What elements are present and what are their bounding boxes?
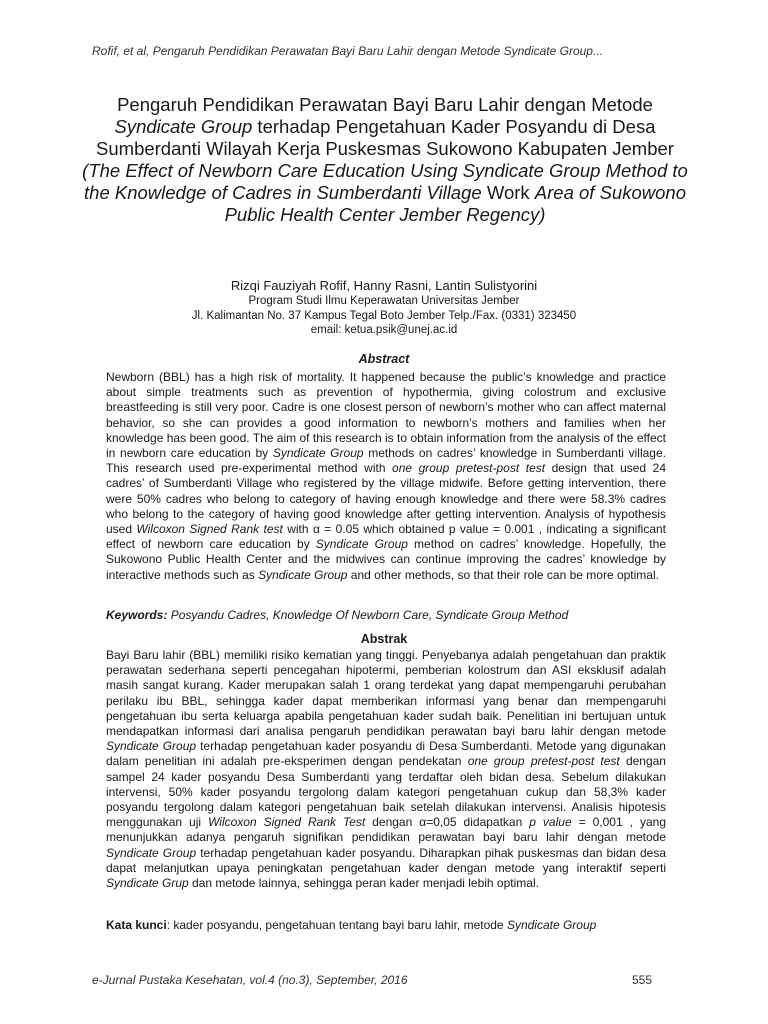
abstrak-text-3: dengan sampel 24 kader posyandu Desa Sumberdanti yang terdaftar oleh bidan desa. Sebelum dilakukan intervensi, 50% kader posyandu tergolong dalam kategori pengetahuan cukup dan 58,3% kader posyandu tergolong dalam kategori pengetahuan baik setelah dilakukan intervensi. Analisis hipotesis menggunakan uji [106,754,666,830]
article-title [80,94,690,226]
title-id-post: terhadap Pengetahuan Kader Posyandu di Desa Sumberdanti Wilayah Kerja Puskesmas Sukowono Kabupaten Jember [96,116,674,159]
abstrak-em-1: Syndicate Group [106,739,197,754]
abstract-text-5: method on cadres’ knowledge. Hopefully, the Sukowono Public Health Center and the midwives can continue improving the cadres’ knowledge by interactive methods such as [106,537,666,582]
abstrak-em-4: p value [529,815,572,830]
abstract-em-1: Syndicate Group [272,446,364,461]
abstrak-em-2: one group pretest-post test [467,754,620,769]
abstrak-text-7: dan metode lainnya, sehingga peran kader menjadi lebih optimal. [188,876,539,891]
abstract-em-4: Syndicate Group [315,537,408,552]
authors: Rizqi Fauziyah Rofif, Hanny Rasni, Lantin Sulistyorini [230,278,538,293]
abstrak-body [106,648,666,891]
abstract-em-3: Wilcoxon Signed Rank test [136,522,283,537]
kata-kunci-em: Syndicate Group [506,918,597,932]
abstract-text-6: and other methods, so that their role can be more optimal. [347,567,659,582]
affiliation-email: email: ketua.psik@unej.ac.id [310,324,458,336]
abstract-heading: Abstract [358,352,410,366]
title-id-em: Syndicate Group [114,116,253,137]
abstract-em-2: one group pretest-post test [392,461,546,476]
title-indonesian [80,94,690,160]
title-en-em1: (The Effect of Newborn Care Education Using Syndicate Group Method to the Knowledge of Cadres in Sumberdanti Village [82,160,688,203]
abstract-text-3: design that used 24 cadres’ of Sumberdanti Village who registered by the village midwife. Before getting intervention, there were 50% cadres who belong to category of having enough knowledge and there were 58.3% cadres who belong to the category of having good knowledge after getting intervention. Analysis of hypothesis used [106,461,666,537]
kata-kunci-text: : kader posyandu, pengetahuan tentang bayi baru lahir, metode [166,918,507,932]
kata-kunci [106,918,596,932]
affiliation-program: Program Studi Ilmu Keperawatan Universitas Jember [248,295,520,307]
abstract-body [106,370,666,583]
page-number: 555 [632,973,653,987]
running-header: Rofif, et al, Pengaruh Pendidikan Perawatan Bayi Baru Lahir dengan Metode Syndicate Group... [92,44,603,58]
abstrak-text-6: terhadap pengetahuan kader posyandu. Diharapkan pihak puskesmas dan bidan desa dapat melanjutkan upaya peningkatan pengetahuan kader dengan metode yang interaktif seperti [106,845,666,875]
abstrak-em-5: Syndicate Group [106,845,197,860]
abstract-em-5: Syndicate Group [258,567,348,582]
abstrak-text-1: Bayi Baru lahir (BBL) memiliki risiko kematian yang tinggi. Penyebanya adalah pengetahuan dan praktik perawatan sederhana seperti pencegahan hipotermi, pemberian kolostrum dan ASI eksklusif adalah masih sangat kurang. Kader merupakan salah 1 orang terdekat yang dapat mempengaruhi perubahan perilaku ibu BBL, sehingga kader dapat memberikan informasi yang benar dan mempengaruhi pengetahuan ibu serta keluarga apabila pengetahuan kader sudah baik. Penelitian ini bertujuan untuk mendapatkan informasi dari analisa pengaruh pendidikan perawatan bayi baru lahir dengan metode [106,648,666,739]
abstrak-text-2: terhadap pengetahuan kader posyandu di Desa Sumberdanti. Metode yang digunakan dalam penelitian ini adalah pre-eksperimen dengan pendekatan [106,739,666,769]
abstrak-em-6: Syndicate Grup [106,876,189,891]
title-english [80,160,690,226]
abstrak-em-3: Wilcoxon Signed Rank Test [208,815,366,830]
title-en-em2: Area of Sukowono Public Health Center Jember Regency) [224,182,686,225]
abstract-text-1: Newborn (BBL) has a high risk of mortality. It happened because the public’s knowledge and practice about simple treatments such as prevention of hypothermia, giving colostrum and exclusive breastfeeding is still very poor. Cadre is one closest person of newborn’s mother who can affect maternal behavior, so she can provides a good information to newborn’s mothers and families when her knowledge has been good. The aim of this research is to obtain information from the analysis of the effect in newborn care education by [106,370,666,461]
keywords-text: Posyandu Cadres, Knowledge Of Newborn Care, Syndicate Group Method [167,608,569,622]
affiliation [0,294,768,338]
keywords [106,608,568,622]
abstract-text-2: methods on cadres’ knowledge in Sumberdanti village. This research used pre-experimental method with [106,446,666,476]
affiliation-address: Jl. Kalimantan No. 37 Kampus Tegal Boto Jember Telp./Fax. (0331) 323450 [191,309,577,322]
footer-journal: e-Jurnal Pustaka Kesehatan, vol.4 (no.3), September, 2016 [92,973,408,987]
title-en-mid: Work [481,182,535,203]
abstrak-text-4: dengan α=0,05 didapatkan [365,815,530,830]
abstrak-text-5: = 0,001 , yang menunjukkan adanya pengaruh signifikan pendidikan perawatan bayi baru lahir dengan metode [106,815,666,845]
kata-kunci-label: Kata kunci [106,918,167,932]
abstract-text-4: with α = 0.05 which obtained p value = 0.001 , indicating a significant effect of newborn care education by [106,522,666,552]
keywords-label: Keywords: [106,608,168,622]
title-id-pre: Pengaruh Pendidikan Perawatan Bayi Baru Lahir dengan Metode [117,94,653,115]
abstrak-heading: Abstrak [360,632,408,646]
